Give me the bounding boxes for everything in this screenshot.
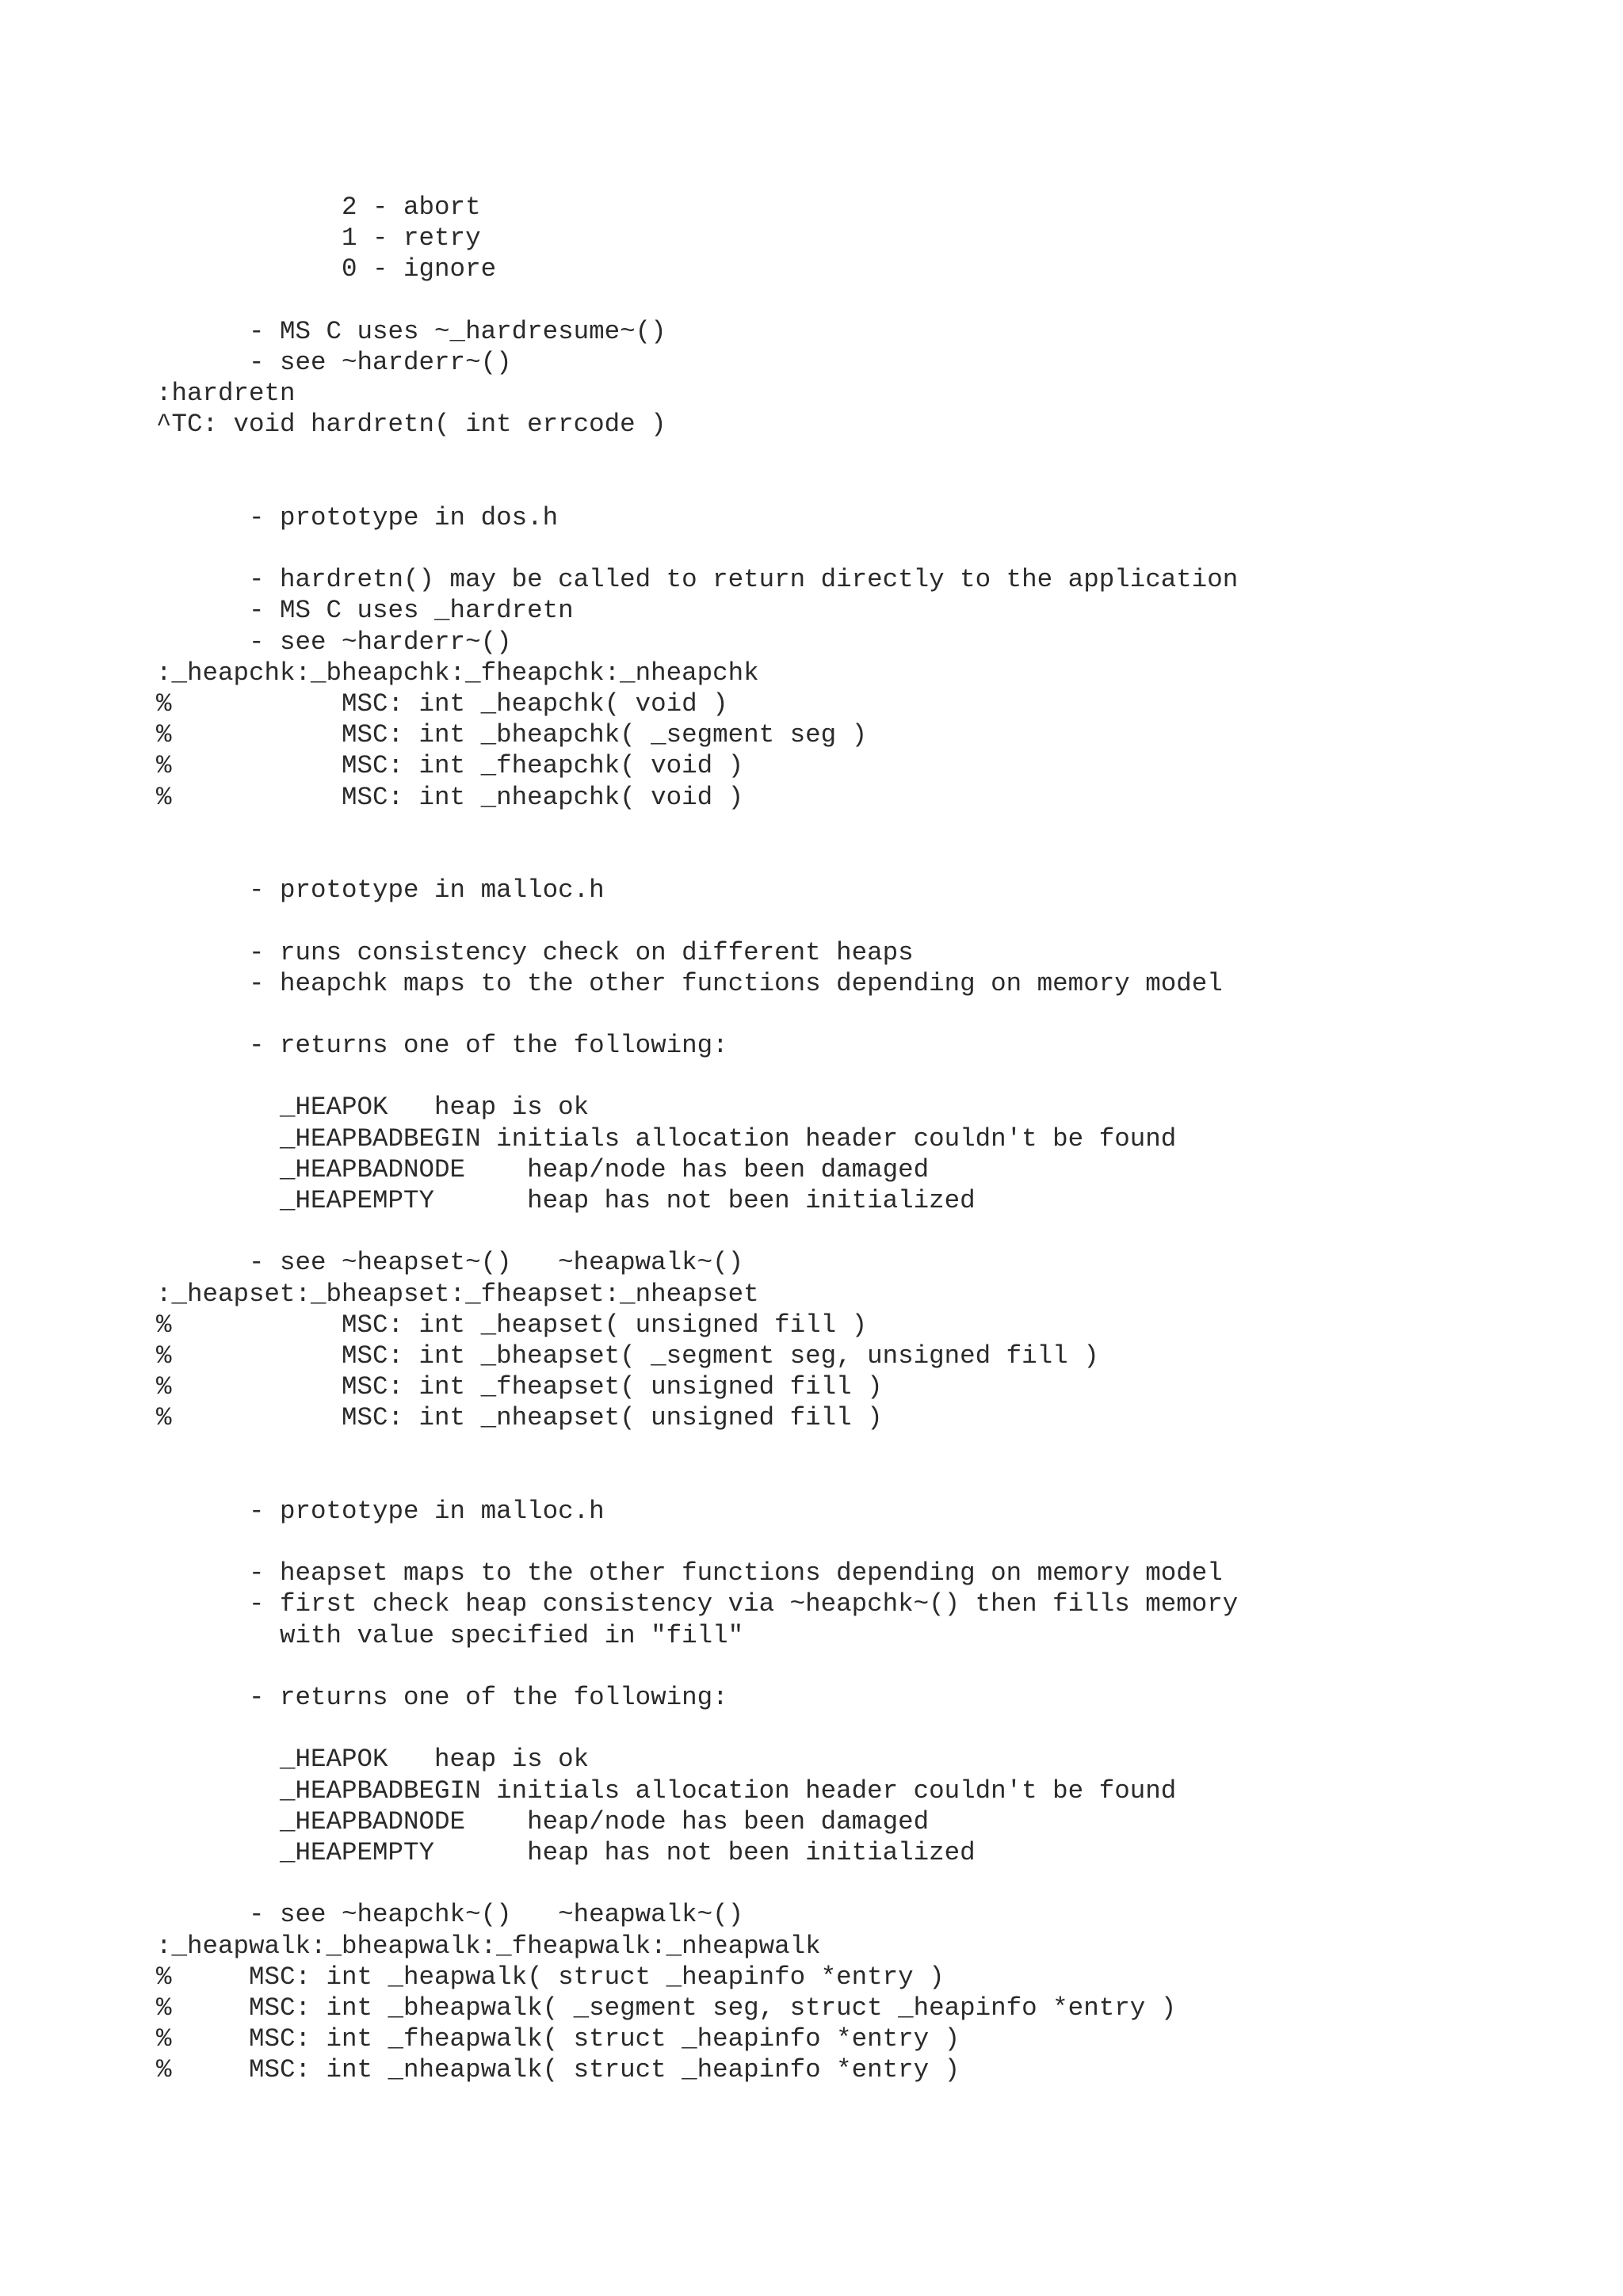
text-line bbox=[156, 844, 1583, 875]
text-line: % MSC: int _fheapwalk( struct _heapinfo *entry ) bbox=[156, 2024, 960, 2054]
text-line: % MSC: int _bheapchk( _segment seg ) bbox=[156, 720, 868, 750]
text-line: % MSC: int _bheapwalk( _segment seg, struct _heapinfo *entry ) bbox=[156, 1993, 1177, 2023]
text-line: % MSC: int _heapchk( void ) bbox=[156, 689, 728, 719]
text-line: - see ~harderr~() bbox=[156, 347, 512, 377]
text-line: :_heapset:_bheapset:_fheapset:_nheapset bbox=[156, 1279, 759, 1309]
text-line: - returns one of the following: bbox=[156, 1031, 728, 1061]
text-line: 1 - retry bbox=[156, 223, 481, 254]
text-line: - hardretn() may be called to return directly to the application bbox=[156, 565, 1239, 595]
text-line: % MSC: int _nheapchk( void ) bbox=[156, 782, 744, 812]
text-line bbox=[156, 1061, 1583, 1092]
text-line bbox=[156, 471, 1583, 502]
text-line bbox=[156, 1713, 1583, 1744]
text-line: :_heapchk:_bheapchk:_fheapchk:_nheapchk bbox=[156, 658, 759, 688]
text-line: - see ~heapset~() ~heapwalk~() bbox=[156, 1248, 744, 1278]
text-line: % MSC: int _bheapset( _segment seg, unsigned fill ) bbox=[156, 1341, 1099, 1371]
text-line: - prototype in malloc.h bbox=[156, 1496, 605, 1526]
text-line bbox=[156, 533, 1583, 564]
text-line bbox=[156, 906, 1583, 936]
text-line: - see ~harderr~() bbox=[156, 627, 512, 657]
text-line: :_heapwalk:_bheapwalk:_fheapwalk:_nheapwalk bbox=[156, 1931, 821, 1961]
text-line bbox=[156, 285, 1583, 316]
text-line bbox=[156, 1434, 1583, 1465]
text-line bbox=[156, 441, 1583, 471]
text-line: with value specified in "fill" bbox=[156, 1620, 744, 1650]
text-line: _HEAPOK heap is ok bbox=[156, 1093, 590, 1123]
text-line bbox=[156, 1216, 1583, 1247]
text-line: _HEAPOK heap is ok bbox=[156, 1745, 590, 1775]
text-line: % MSC: int _heapwalk( struct _heapinfo *entry ) bbox=[156, 1962, 945, 1992]
text-line: % MSC: int _nheapset( unsigned fill ) bbox=[156, 1403, 883, 1433]
text-line: ^TC: void hardretn( int errcode ) bbox=[156, 410, 666, 440]
text-line: - prototype in dos.h bbox=[156, 502, 559, 532]
text-line: - runs consistency check on different heaps bbox=[156, 937, 914, 967]
text-line: _HEAPBADBEGIN initials allocation header couldn't be found bbox=[156, 1775, 1177, 1806]
text-line: _HEAPBADNODE heap/node has been damaged bbox=[156, 1154, 930, 1184]
text-line: 2 - abort bbox=[156, 193, 481, 222]
text-line: % MSC: int _heapset( unsigned fill ) bbox=[156, 1310, 868, 1340]
text-line: - MS C uses ~_hardresume~() bbox=[156, 316, 666, 346]
text-line: - see ~heapchk~() ~heapwalk~() bbox=[156, 1900, 744, 1930]
text-line: - first check heap consistency via ~heapchk~() then fills memory bbox=[156, 1589, 1239, 1619]
text-line: _HEAPEMPTY heap has not been initialized bbox=[156, 1186, 976, 1215]
text-line bbox=[156, 813, 1583, 844]
document-text bbox=[156, 192, 1583, 2085]
text-line bbox=[156, 1651, 1583, 1682]
text-line: - heapchk maps to the other functions depending on memory model bbox=[156, 968, 1223, 998]
text-line bbox=[156, 1465, 1583, 1496]
text-line: % MSC: int _nheapwalk( struct _heapinfo *entry ) bbox=[156, 2055, 960, 2085]
text-line: :hardretn bbox=[156, 379, 296, 409]
text-line: - MS C uses _hardretn bbox=[156, 596, 574, 626]
text-line: - returns one of the following: bbox=[156, 1683, 728, 1712]
text-line bbox=[156, 999, 1583, 1030]
text-line: % MSC: int _fheapset( unsigned fill ) bbox=[156, 1372, 883, 1402]
text-line bbox=[156, 1527, 1583, 1558]
text-line: _HEAPBADNODE heap/node has been damaged bbox=[156, 1806, 930, 1836]
text-line: _HEAPEMPTY heap has not been initialized bbox=[156, 1837, 976, 1867]
text-line: 0 - ignore bbox=[156, 254, 497, 284]
text-line: _HEAPBADBEGIN initials allocation header couldn't be found bbox=[156, 1123, 1177, 1154]
text-line: % MSC: int _fheapchk( void ) bbox=[156, 751, 744, 781]
text-line: - heapset maps to the other functions depending on memory model bbox=[156, 1558, 1223, 1589]
text-line bbox=[156, 1868, 1583, 1899]
text-line: - prototype in malloc.h bbox=[156, 875, 605, 906]
